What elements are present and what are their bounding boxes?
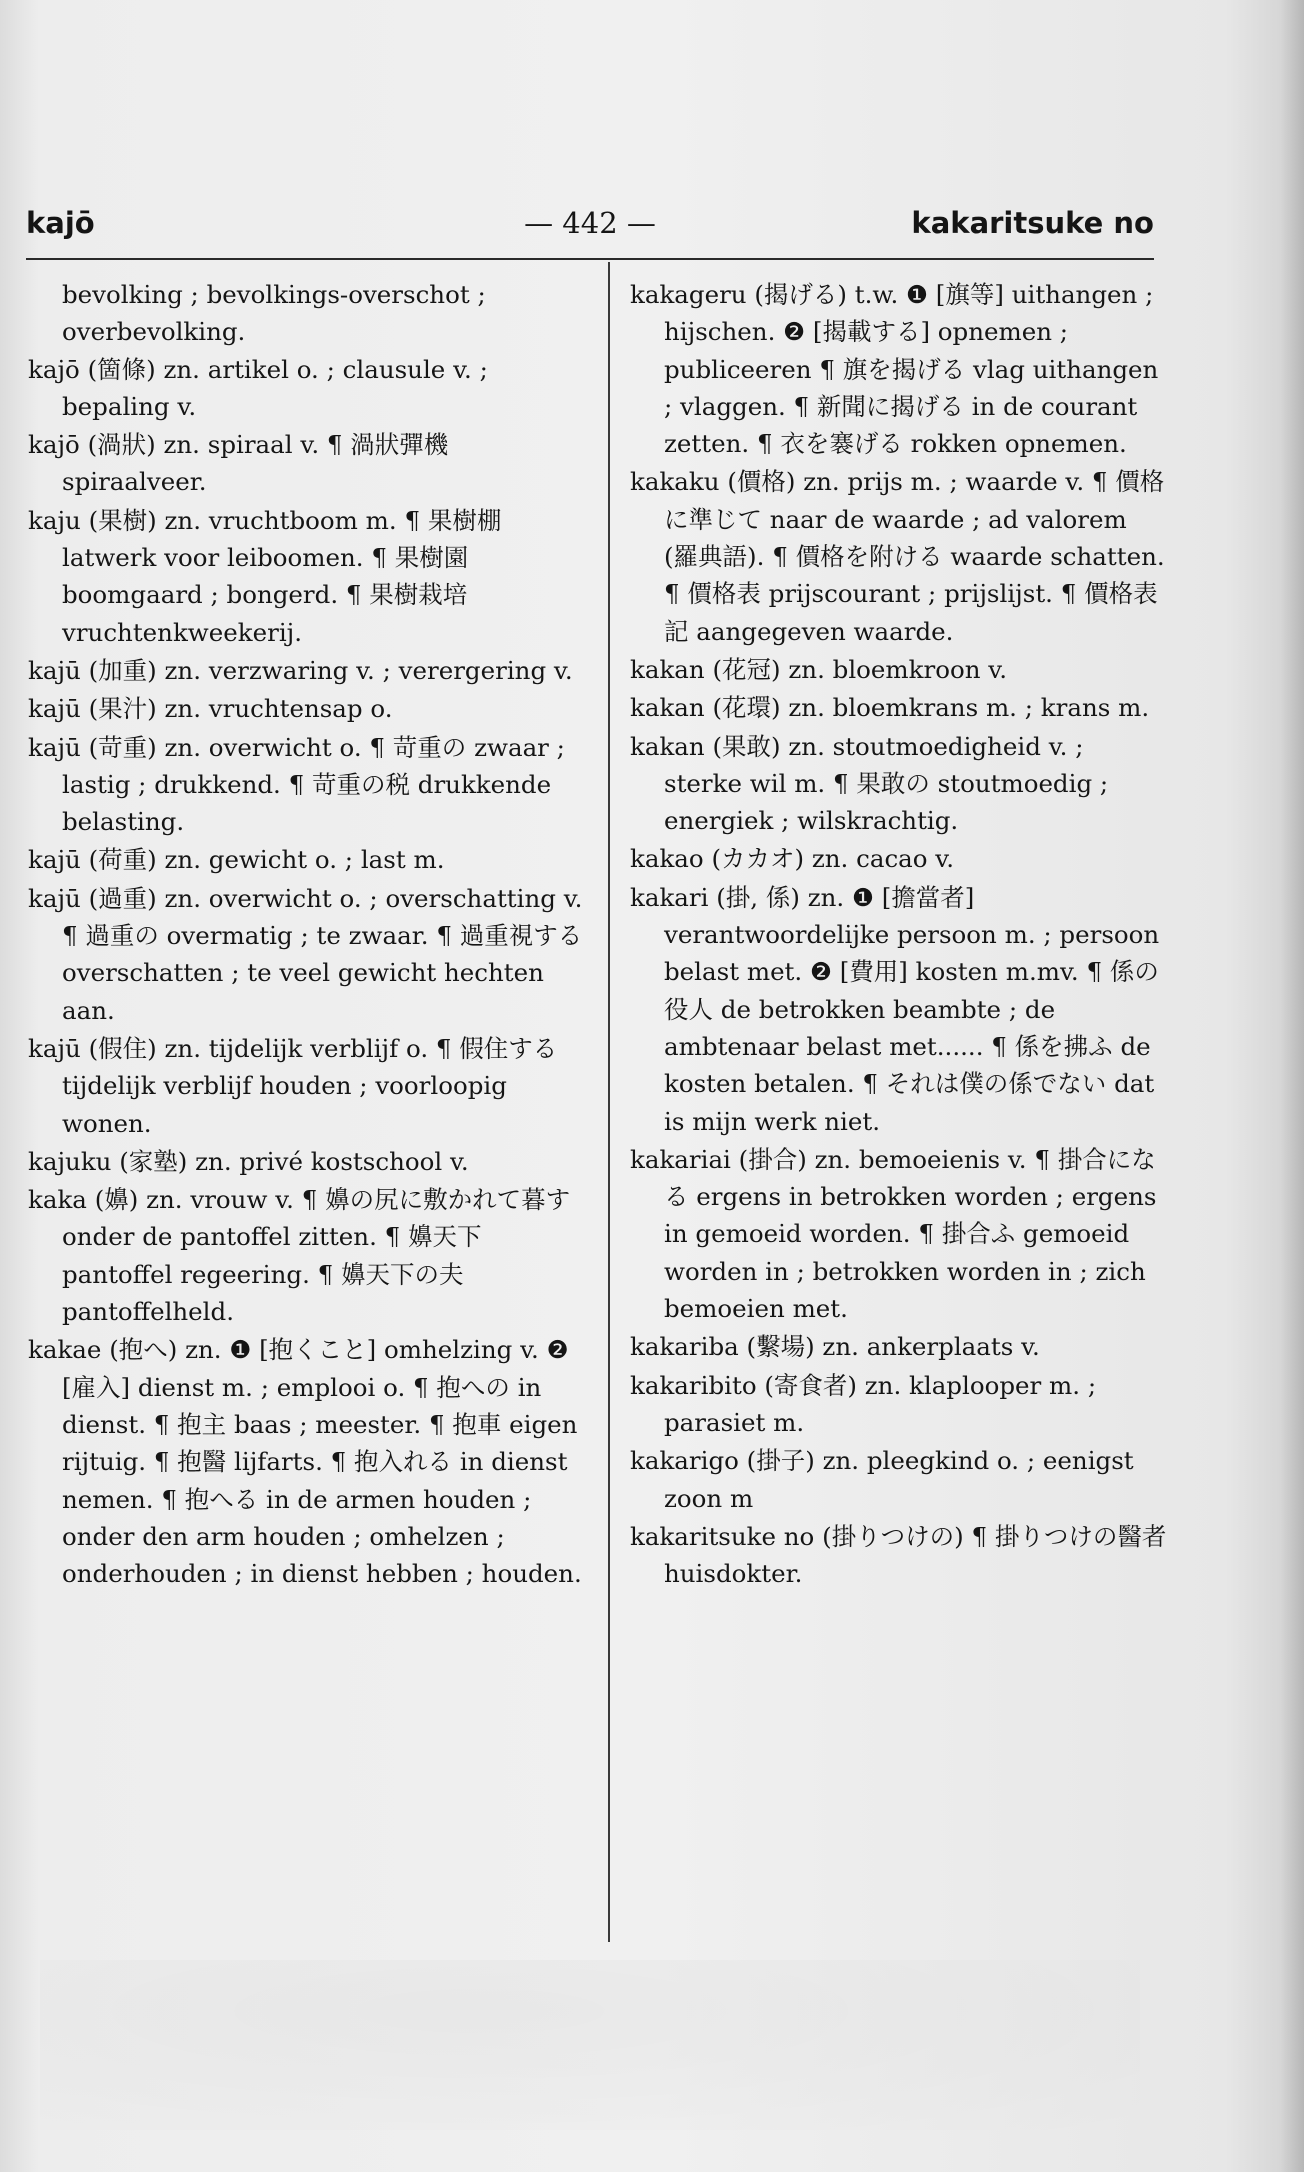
dictionary-entry: kajū (果汁) zn. vruchtensap o.	[28, 694, 393, 724]
dictionary-entry: kajū (過重) zn. overwicht o. ; overschatting v. ¶ 過重の overmatig ; te zwaar. ¶ 過重視する overschatten ; te veel gewicht hechten aan.	[28, 883, 583, 1025]
dictionary-entry: kajō (箇條) zn. artikel o. ; clausule v. ; bepaling v.	[28, 354, 488, 421]
dictionary-entry: kakan (花環) zn. bloemkrans m. ; krans m.	[630, 693, 1150, 723]
dictionary-entry: kakaritsuke no (掛りつけの) ¶ 掛りつけの醫者 huisdokter.	[630, 1521, 1167, 1589]
dictionary-entry: kajū (苛重) zn. overwicht o. ¶ 苛重の zwaar ; lastig ; drukkend. ¶ 苛重の税 drukkende belasting.	[28, 732, 565, 837]
dictionary-entry: kakariba (繫場) zn. ankerplaats v.	[630, 1332, 1040, 1362]
header-rule	[26, 258, 1154, 260]
dictionary-entry: kajū (荷重) zn. gewicht o. ; last m.	[28, 845, 445, 875]
left-column	[28, 276, 588, 1593]
running-header	[26, 198, 1154, 248]
dictionary-entry: kajū (假住) zn. tijdelijk verblijf o. ¶ 假住する tijdelijk verblijf houden ; voorloopig wonen.	[28, 1033, 558, 1138]
header-last-word: kakaritsuke no	[911, 206, 1154, 240]
right-column	[630, 276, 1168, 1593]
dictionary-entry: kakan (果敢) zn. stoutmoedigheid v. ; sterke wil m. ¶ 果敢の stoutmoedig ; energiek ; wilskrachtig.	[630, 731, 1109, 836]
header-first-word: kajō	[26, 206, 95, 240]
dictionary-entry: kakarigo (掛子) zn. pleegkind o. ; eenigst zoon m	[630, 1446, 1134, 1513]
dictionary-entry: kaka (嬶) zn. vrouw v. ¶ 嬶の尻に敷かれて暮す onder de pantoffel zitten. ¶ 嬶天下 pantoffel regeering. ¶ 嬶天下の夫 pantoffelheld.	[28, 1185, 571, 1327]
dictionary-entry: kajū (加重) zn. verzwaring v. ; verergering v.	[28, 655, 573, 685]
dictionary-entry: kakaku (價格) zn. prijs m. ; waarde v. ¶ 價格に準じて naar de waarde ; ad valorem (羅典語). ¶ 價格を附ける waarde schatten. ¶ 價格表 prijscourant ; prijslijst. ¶ 價格表記 aangegeven waarde.	[630, 467, 1165, 646]
dictionary-entry: kakae (抱へ) zn. ❶ [抱くこと] omhelzing v. ❷ [雇入] dienst m. ; emplooi o. ¶ 抱への in dienst. ¶ 抱主 baas ; meester. ¶ 抱車 eigen rijtuig. ¶ 抱醫 lijfarts. ¶ 抱入れる in dienst nemen. ¶ 抱へる in de armen houden ; onder den arm houden ; omhelzen ; onderhouden ; in dienst hebben ; houden.	[28, 1335, 582, 1589]
dictionary-entry: kakariai (掛合) zn. bemoeienis v. ¶ 掛合になる ergens in betrokken worden ; ergens in gemoeid worden. ¶ 掛合ふ gemoeid worden in ; betrokken worden in ; zich bemoeien met.	[630, 1144, 1157, 1324]
dictionary-entry: kajō (渦狀) zn. spiraal v. ¶ 渦狀彈機 spiraalveer.	[28, 430, 449, 497]
dictionary-entry: kakan (花冠) zn. bloemkroon v.	[630, 654, 1007, 684]
column-divider	[608, 262, 610, 1942]
dictionary-entry: kakageru (揭げる) t.w. ❶ [旗等] uithangen ; hijschen. ❷ [揭載する] opnemen ; publiceeren ¶ 旗を揭げる vlag uithangen ; vlaggen. ¶ 新聞に揭げる in de courant zetten. ¶ 衣を褰げる rokken opnemen.	[630, 280, 1159, 459]
page-shadow	[40, 1960, 1140, 2130]
dictionary-entry: kakao (カカオ) zn. cacao v.	[630, 844, 955, 874]
dictionary-entry: kakari (掛, 係) zn. ❶ [擔當者] verantwoordelijke persoon m. ; persoon belast met. ❷ [費用] kosten m.mv. ¶ 係の役人 de betrokken beambte ; de ambtenaar belast met...... ¶ 係を拂ふ de kosten betalen. ¶ それは僕の係でない dat is mijn werk niet.	[630, 882, 1160, 1136]
dictionary-entry: kajuku (家塾) zn. privé kostschool v.	[28, 1146, 469, 1176]
dictionary-entry: kakaribito (寄食者) zn. klaplooper m. ; parasiet m.	[630, 1370, 1097, 1437]
dictionary-entry: kaju (果樹) zn. vruchtboom m. ¶ 果樹棚 latwerk voor leiboomen. ¶ 果樹園 boomgaard ; bongerd. ¶ 果樹栽培 vruchtenkweekerij.	[28, 505, 502, 647]
page-number: — 442 —	[524, 206, 656, 240]
entry-continuation: bevolking ; bevolkings-overschot ; overbevolking.	[62, 280, 486, 347]
